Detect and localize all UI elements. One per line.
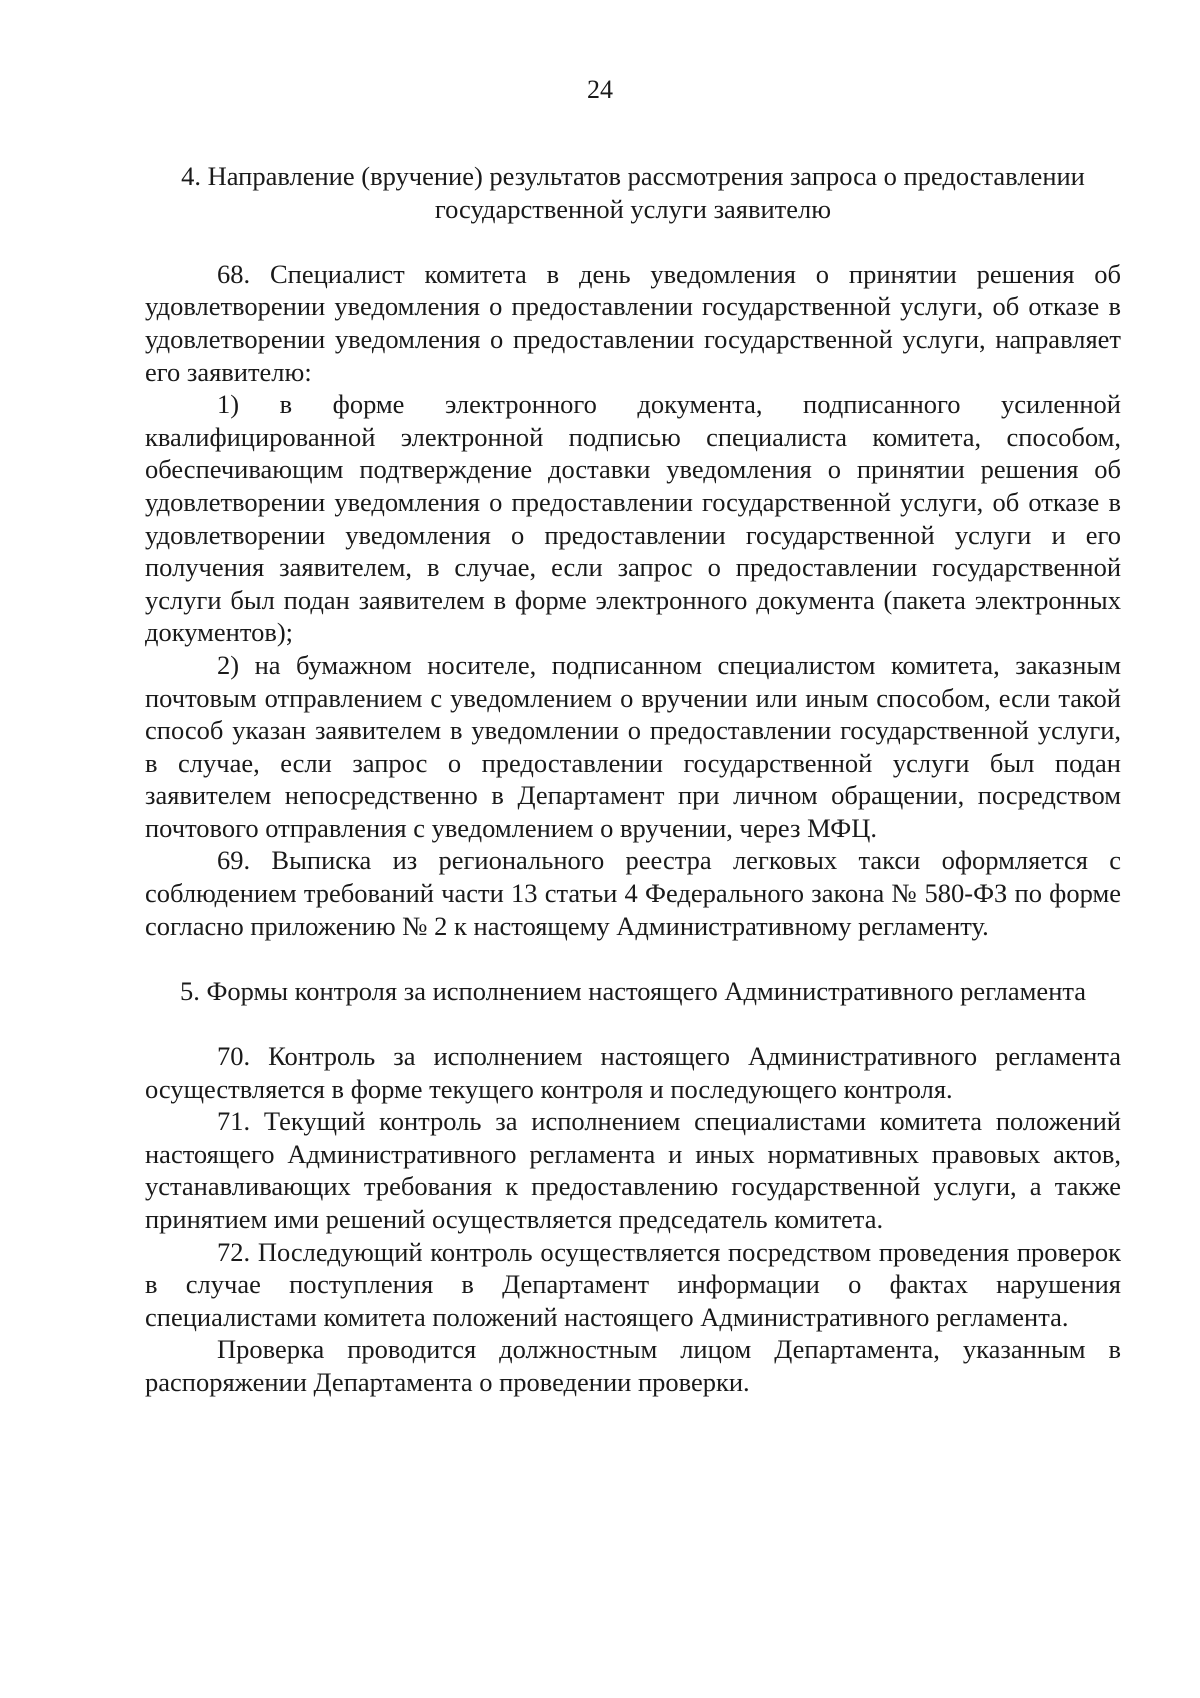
section-5-heading: 5. Формы контроля за исполнением настоящего Административного регламента — [179, 975, 1087, 1006]
paragraph-72-check: Проверка проводится должностным лицом Департамента, указанным в распоряжении Департамента о проведении проверки. — [145, 1334, 1121, 1397]
page-number: 24 — [587, 75, 613, 104]
section-4 — [145, 160, 1121, 942]
spacer — [145, 225, 1121, 258]
paragraph-69: 69. Выписка из регионального реестра легковых такси оформляется с соблюдением требований части 13 статьи 4 Федерального закона № 580-ФЗ по форме согласно приложению № 2 к настоящему Административному регламенту. — [145, 845, 1121, 941]
paragraph-68-item-1: 1) в форме электронного документа, подписанного усиленной квалифицированной электронной подписью специалиста комитета, способом, обеспечивающим подтверждение доставки уведомления о принятии решения об удовлетворении уведомления о предоставлении государственной услуги, об отказе в удовлетворении уведомления о предоставлении государственной услуги и его получения заявителем, в случае, если запрос о предоставлении государственной услуги был подан заявителем в форме электронного документа (пакета электронных документов); — [145, 389, 1121, 648]
spacer — [145, 942, 1121, 975]
section-5 — [145, 975, 1121, 1399]
paragraph-68-item-2: 2) на бумажном носителе, подписанном специалистом комитета, заказным почтовым отправлением с уведомлением о вручении или иным способом, если такой способ указан заявителем в уведомлении о предоставлении государственной услуги, в случае, если запрос о предоставлении государственной услуги был подан заявителем непосредственно в Департамент при личном обращении, посредством почтового отправления с уведомлением о вручении, через МФЦ. — [145, 649, 1121, 843]
section-4-heading-line-1: 4. Направление (вручение) результатов рассмотрения запроса о предоставлении — [181, 161, 1085, 191]
paragraph-70: 70. Контроль за исполнением настоящего Административного регламента осуществляется в форме текущего контроля и последующего контроля. — [145, 1041, 1121, 1104]
paragraph-71: 71. Текущий контроль за исполнением специалистами комитета положений настоящего Административного регламента и иных нормативных правовых актов, устанавливающих требования к предоставлению государственной услуги, а также принятием ими решений осуществляется председатель комитета. — [145, 1106, 1121, 1234]
spacer — [145, 1007, 1121, 1040]
paragraph-68: 68. Специалист комитета в день уведомления о принятии решения об удовлетворении уведомления о предоставлении государственной услуги, об отказе в удовлетворении уведомления о предоставлении государственной услуги, направляет его заявителю: — [145, 258, 1121, 387]
section-4-heading-line-2: государственной услуги заявителю — [434, 193, 832, 224]
paragraph-72: 72. Последующий контроль осуществляется посредством проведения проверок в случае поступления в Департамент информации о фактах нарушения специалистами комитета положений настоящего Административного регламента. — [145, 1236, 1121, 1332]
page-content — [145, 160, 1121, 1399]
